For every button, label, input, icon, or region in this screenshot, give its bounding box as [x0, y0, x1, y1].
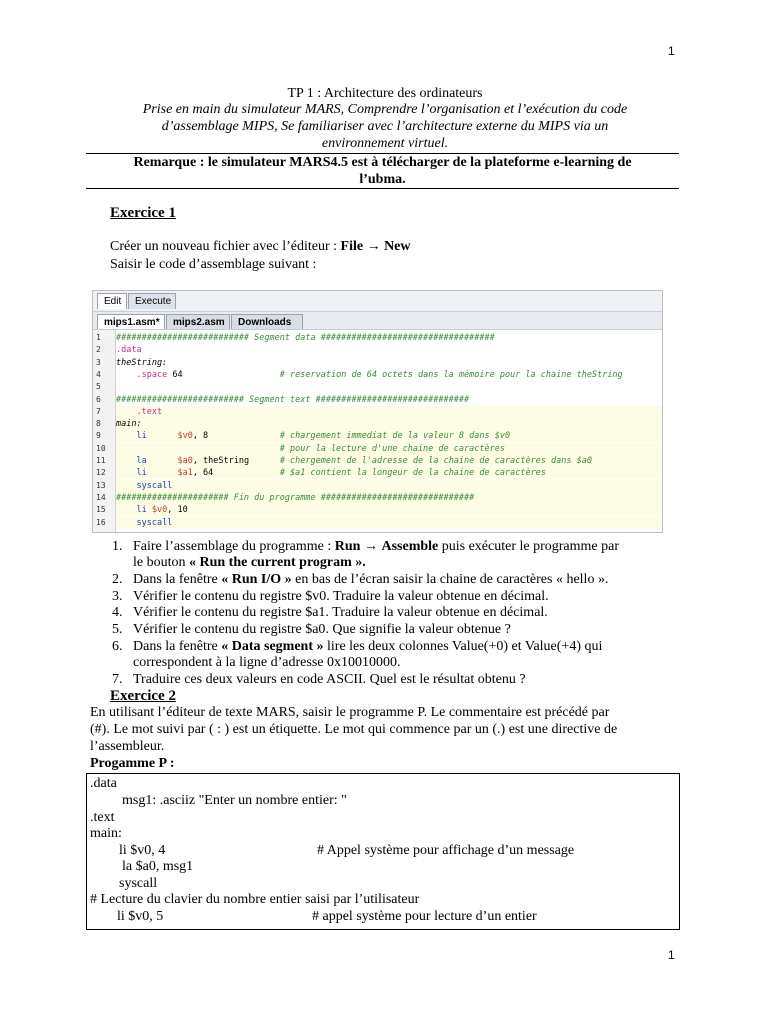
code-line: syscall — [116, 480, 662, 492]
exercise-2-para-3: l’assembleur. — [90, 739, 165, 754]
exercise-2-para-2: (#). Le mot suivi par ( : ) est un étiquette. Le mot qui commence par un (.) est une directive de — [90, 722, 618, 737]
doc-subtitle-1: Prise en main du simulateur MARS, Comprendre l’organisation et l’exécution du code — [142, 102, 628, 117]
mars-editor-screenshot — [92, 290, 663, 533]
data-segment-label: « Data segment » — [221, 639, 324, 654]
remark-line-1: Remarque : le simulateur MARS4.5 est à télécharger de la plateforme e-learning de — [133, 155, 632, 170]
program-title: Progamme P : — [90, 756, 175, 771]
code-line: .data — [116, 345, 142, 356]
page-number-bottom: 1 — [668, 948, 675, 962]
text: puis exécuter le programme par — [438, 539, 620, 554]
line-number: 8 — [96, 419, 101, 429]
exercise-1-instruction-2: Saisir le code d’assemblage suivant : — [110, 257, 317, 272]
code-line: .space 64 # reservation de 64 octets dans la mémoire pour la chaine theString — [136, 369, 623, 380]
line-number: 6 — [96, 394, 101, 404]
text: Dans la fenêtre — [133, 639, 222, 654]
step-6-num: 6. — [112, 639, 123, 654]
text: Dans la fenêtre — [133, 572, 222, 587]
code-line: ######################### Segment text ############################## — [116, 394, 470, 405]
exercise-1-title: Exercice 1 — [110, 205, 176, 221]
step-5-num: 5. — [112, 622, 123, 637]
prog-line-la: la $a0, msg1 — [122, 859, 194, 874]
code-line: ###################### Fin du programme ############################## — [116, 492, 662, 504]
line-number: 13 — [96, 480, 106, 490]
line-number: 5 — [96, 382, 101, 392]
header-rule-bottom — [86, 188, 679, 189]
text: Créer un nouveau fichier avec l’éditeur : — [110, 239, 341, 254]
prog-line-li-v0-5: li $v0, 5 — [117, 909, 164, 924]
exercise-2-title: Exercice 2 — [110, 688, 176, 704]
prog-line-main: main: — [90, 826, 122, 841]
header-rule-top — [86, 153, 679, 154]
code-line: main: — [116, 418, 662, 430]
code-line: ########################## Segment data ################################## — [116, 333, 495, 343]
line-number: 4 — [96, 369, 101, 379]
code-line: li $v0, 8 # chargement immediat de la valeur 8 dans $v0 — [116, 430, 662, 442]
step-2-text — [133, 572, 608, 588]
file-tab-mips2[interactable]: mips2.asm — [166, 314, 230, 329]
menu-run: Run — [334, 539, 361, 554]
line-number-gutter — [93, 330, 116, 532]
step-7-num: 7. — [112, 672, 123, 687]
text: lire les deux colonnes Value(+0) et Value(+4) qui — [323, 639, 603, 654]
code-area[interactable] — [116, 330, 662, 532]
program-box — [86, 773, 680, 930]
step-3-num: 3. — [112, 589, 123, 604]
line-number: 2 — [96, 345, 101, 355]
line-number: 12 — [96, 468, 106, 478]
code-line: # pour la lecture d'une chaine de caractères — [116, 443, 662, 455]
file-tab-downloads[interactable]: Downloads — [231, 314, 303, 329]
line-number: 10 — [96, 443, 106, 453]
step-6-text — [133, 639, 602, 655]
prog-comment-3: # appel système pour lecture d’un entier — [312, 909, 537, 924]
prog-line-data: .data — [90, 776, 117, 791]
step-4-text: Vérifier le contenu du registre $a1. Traduire la valeur obtenue en décimal. — [133, 605, 548, 620]
step-1-num: 1. — [112, 539, 123, 554]
exercise-1-instruction-1 — [110, 239, 411, 255]
step-6-text-cont: correspondent à la ligne d’adresse 0x10010000. — [133, 655, 401, 670]
text: Faire l’assemblage du programme : — [133, 539, 335, 554]
code-line: syscall — [116, 517, 662, 529]
step-4-num: 4. — [112, 605, 123, 620]
prog-line-li-v0-4: li $v0, 4 — [119, 843, 166, 858]
page-number-top: 1 — [668, 44, 675, 58]
code-line: li $a1, 64 # $a1 contient la longeur de la chaine de caractères — [116, 467, 662, 479]
text: le bouton — [133, 555, 189, 570]
remark-line-2: l’ubma. — [359, 172, 406, 187]
step-5-text: Vérifier le contenu du registre $a0. Que signifie la valeur obtenue ? — [133, 622, 511, 637]
menu-new: New — [384, 239, 411, 254]
code-line: theString: — [116, 357, 168, 368]
line-number: 16 — [96, 517, 106, 527]
step-3-text: Vérifier le contenu du registre $v0. Traduire la valeur obtenue en décimal. — [133, 589, 549, 604]
doc-subtitle-2: d’assemblage MIPS, Se familiariser avec l’architecture externe du MIPS via un — [161, 119, 609, 134]
menu-file: File — [340, 239, 364, 254]
run-io-label: « Run I/O » — [221, 572, 292, 587]
prog-line-text: .text — [90, 810, 115, 825]
text: en bas de l’écran saisir la chaine de caractères « hello ». — [291, 572, 609, 587]
line-number: 9 — [96, 431, 101, 441]
step-1-text — [133, 539, 619, 555]
prog-comment-1: # Appel système pour affichage d’un message — [317, 843, 575, 858]
editor-file-tabs — [93, 312, 662, 330]
line-number: 7 — [96, 406, 101, 416]
arrow-icon: → — [363, 539, 378, 554]
line-number: 1 — [96, 333, 101, 342]
editor-tab-bar — [93, 291, 662, 312]
step-7-text: Traduire ces deux valeurs en code ASCII. Quel est le résultat obtenu ? — [133, 672, 526, 687]
doc-subtitle-3: environnement virtuel. — [321, 136, 449, 151]
file-tab-mips1[interactable]: mips1.asm* — [97, 314, 165, 329]
prog-line-msg1: msg1: .asciiz "Enter un nombre entier: " — [122, 793, 347, 808]
step-1-text-cont — [133, 555, 366, 571]
prog-line-syscall: syscall — [119, 876, 158, 891]
code-line: la $a0, theString # chergement de l'adresse de la chaine de caractères dans $a0 — [116, 455, 662, 467]
prog-comment-2: # Lecture du clavier du nombre entier saisi par l’utilisateur — [90, 892, 420, 907]
step-2-num: 2. — [112, 572, 123, 587]
menu-assemble: Assemble — [381, 539, 439, 554]
line-number: 3 — [96, 357, 101, 367]
line-number: 15 — [96, 505, 106, 515]
tab-edit[interactable]: Edit — [97, 293, 127, 309]
doc-title: TP 1 : Architecture des ordinateurs — [287, 86, 483, 101]
tab-execute[interactable]: Execute — [128, 293, 176, 309]
code-line: .text — [116, 406, 662, 418]
code-line — [116, 381, 662, 393]
run-button-label: « Run the current program ». — [189, 555, 366, 570]
code-line: li $v0, 10 — [116, 504, 662, 516]
line-number: 11 — [96, 456, 106, 465]
exercise-2-para-1: En utilisant l’éditeur de texte MARS, saisir le programme P. Le commentaire est précédé par — [90, 705, 610, 720]
arrow-icon: → — [366, 239, 381, 254]
line-number: 14 — [96, 492, 106, 502]
